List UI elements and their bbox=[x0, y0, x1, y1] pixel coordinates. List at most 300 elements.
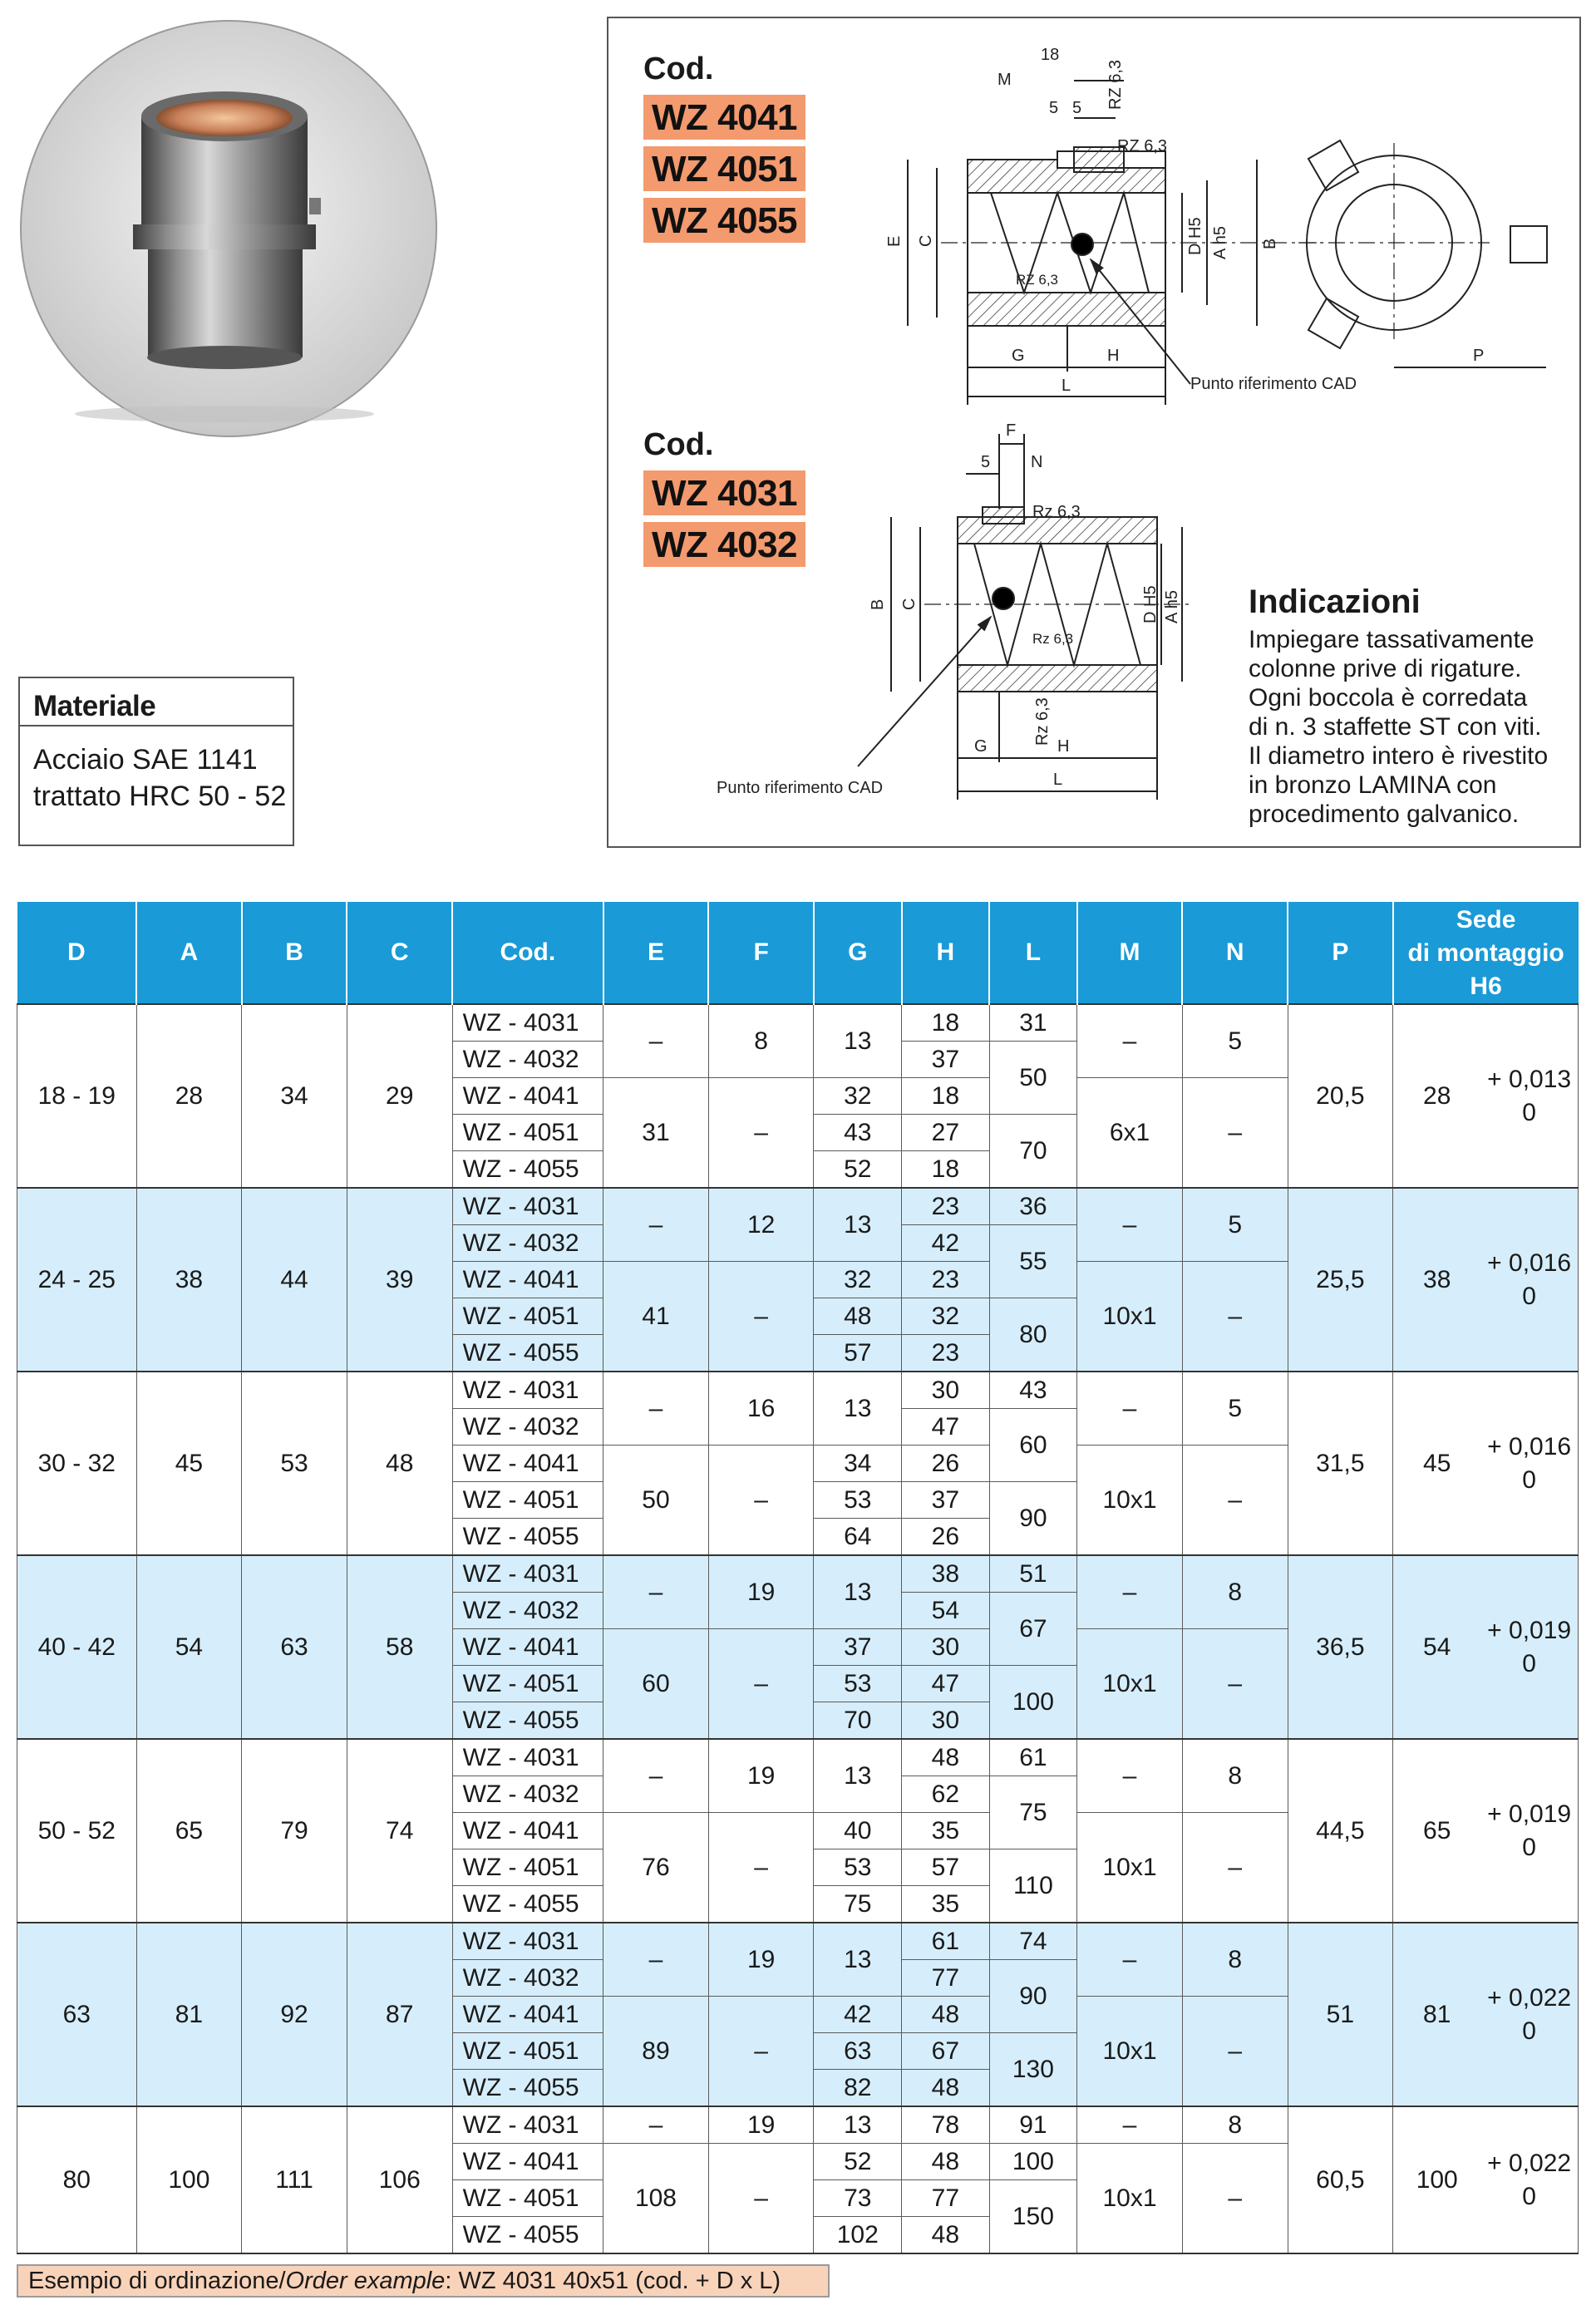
cell-H: 35 bbox=[902, 1886, 990, 1923]
cell-F: 19 bbox=[708, 1923, 814, 1997]
cell-G: 102 bbox=[814, 2217, 902, 2254]
dim-P: P bbox=[1473, 347, 1485, 365]
cell-G: 43 bbox=[814, 1115, 902, 1151]
dim-A-h5-bottom: A h5 bbox=[1163, 589, 1181, 623]
cell-H: 62 bbox=[902, 1776, 990, 1813]
cod-label-bottom: Cod. bbox=[643, 427, 714, 462]
tolerance-zero: 0 bbox=[1522, 1833, 1536, 1861]
cell-H: 30 bbox=[902, 1372, 990, 1409]
cell-F: 19 bbox=[708, 1555, 814, 1629]
cell-A: 81 bbox=[136, 1923, 242, 2106]
dim-C-top: C bbox=[917, 234, 935, 247]
cell-P: 36,5 bbox=[1288, 1555, 1393, 1739]
cell-G: 13 bbox=[814, 1372, 902, 1446]
table-row bbox=[17, 1188, 1579, 1225]
cell-H: 26 bbox=[902, 1446, 990, 1482]
cell-D: 18 - 19 bbox=[17, 1004, 137, 1188]
code-tag-wz4051: WZ 4051 bbox=[643, 146, 805, 191]
tolerance-plus: + 0,013 bbox=[1487, 1065, 1572, 1093]
cell-E: 76 bbox=[603, 1813, 709, 1923]
cell-code: WZ - 4041 bbox=[452, 1813, 603, 1849]
cell-code: WZ - 4032 bbox=[452, 1225, 603, 1262]
cell-H: 32 bbox=[902, 1298, 990, 1335]
header-N: N bbox=[1182, 902, 1288, 1004]
order-prefix: Esempio di ordinazione/ bbox=[28, 2268, 286, 2294]
indicazioni-line: Impiegare tassativamente bbox=[1249, 626, 1534, 653]
tolerance-plus: + 0,022 bbox=[1487, 1983, 1572, 2012]
cell-G: 53 bbox=[814, 1849, 902, 1886]
material-box bbox=[18, 677, 294, 846]
cell-N: – bbox=[1182, 1262, 1288, 1372]
cell-code: WZ - 4031 bbox=[452, 1004, 603, 1042]
cell-H: 38 bbox=[902, 1555, 990, 1593]
dim-B-bottom: B bbox=[869, 598, 887, 610]
indicazioni-body bbox=[1249, 625, 1573, 829]
cell-G: 53 bbox=[814, 1482, 902, 1519]
dim-rz-top: RZ 6,3 bbox=[1117, 137, 1168, 155]
cell-H: 18 bbox=[902, 1151, 990, 1189]
cell-tolerance bbox=[1480, 1739, 1578, 1923]
cell-sede: 45 bbox=[1393, 1372, 1481, 1555]
cell-M: 10x1 bbox=[1077, 1997, 1183, 2107]
cad-ref-bottom: Punto riferimento CAD bbox=[717, 779, 884, 797]
tolerance-plus: + 0,016 bbox=[1487, 1432, 1572, 1460]
cell-G: 13 bbox=[814, 1923, 902, 1997]
tolerance-zero: 0 bbox=[1522, 1282, 1536, 1310]
header-C: C bbox=[347, 902, 452, 1004]
cell-M: – bbox=[1077, 1004, 1183, 1078]
cell-G: 37 bbox=[814, 1629, 902, 1666]
cell-code: WZ - 4051 bbox=[452, 2033, 603, 2070]
indicazioni-title: Indicazioni bbox=[1249, 584, 1421, 620]
cell-A: 100 bbox=[136, 2106, 242, 2253]
cell-code: WZ - 4055 bbox=[452, 1886, 603, 1923]
cell-code: WZ - 4055 bbox=[452, 2070, 603, 2107]
dim-C-bottom: C bbox=[900, 598, 919, 610]
cell-N: 8 bbox=[1182, 2106, 1288, 2144]
cell-code: WZ - 4051 bbox=[452, 1482, 603, 1519]
cell-C: 58 bbox=[347, 1555, 452, 1739]
cell-E: 41 bbox=[603, 1262, 709, 1372]
cell-code: WZ - 4041 bbox=[452, 2144, 603, 2180]
cell-H: 78 bbox=[902, 2106, 990, 2144]
table-row bbox=[17, 1372, 1579, 1409]
cell-L: 51 bbox=[989, 1555, 1077, 1593]
cell-A: 54 bbox=[136, 1555, 242, 1739]
cell-P: 51 bbox=[1288, 1923, 1393, 2106]
cell-E: 60 bbox=[603, 1629, 709, 1740]
cell-B: 34 bbox=[242, 1004, 347, 1188]
dim-M: M bbox=[998, 71, 1012, 89]
table-header-row bbox=[17, 902, 1579, 1004]
technical-drawing-panel bbox=[607, 17, 1581, 848]
order-rest: : WZ 4031 40x51 (cod. + D x L) bbox=[445, 2268, 781, 2294]
cell-G: 82 bbox=[814, 2070, 902, 2107]
cell-H: 30 bbox=[902, 1702, 990, 1740]
cell-H: 18 bbox=[902, 1078, 990, 1115]
tolerance-plus: + 0,019 bbox=[1487, 1800, 1572, 1828]
cell-L: 36 bbox=[989, 1188, 1077, 1225]
material-line-1: Acciaio SAE 1141 bbox=[33, 744, 258, 776]
cell-E: 89 bbox=[603, 1997, 709, 2107]
table-group bbox=[17, 1923, 1579, 2106]
cell-H: 42 bbox=[902, 1225, 990, 1262]
order-italic: Order example bbox=[285, 2268, 446, 2294]
indicazioni-line: colonne prive di rigature. bbox=[1249, 655, 1522, 682]
cell-L: 67 bbox=[989, 1593, 1077, 1666]
dim-rz-top-bottom: Rz 6,3 bbox=[1032, 503, 1081, 521]
cell-G: 57 bbox=[814, 1335, 902, 1372]
cell-B: 111 bbox=[242, 2106, 347, 2253]
cell-M: 10x1 bbox=[1077, 1446, 1183, 1556]
cell-code: WZ - 4051 bbox=[452, 1115, 603, 1151]
header-B: B bbox=[242, 902, 347, 1004]
cell-L: 110 bbox=[989, 1849, 1077, 1923]
cell-C: 39 bbox=[347, 1188, 452, 1372]
cell-H: 77 bbox=[902, 1960, 990, 1997]
cell-L: 31 bbox=[989, 1004, 1077, 1042]
cell-H: 54 bbox=[902, 1593, 990, 1629]
cell-N: – bbox=[1182, 1997, 1288, 2107]
cell-sede: 28 bbox=[1393, 1004, 1481, 1188]
cell-N: 8 bbox=[1182, 1739, 1288, 1813]
cell-N: – bbox=[1182, 1078, 1288, 1189]
code-tag-wz4041: WZ 4041 bbox=[643, 95, 805, 140]
table-group bbox=[17, 1004, 1579, 1188]
cell-N: – bbox=[1182, 1813, 1288, 1923]
cell-E: – bbox=[603, 1372, 709, 1446]
cell-code: WZ - 4041 bbox=[452, 1629, 603, 1666]
cell-N: – bbox=[1182, 1446, 1288, 1556]
table-row bbox=[17, 2106, 1579, 2144]
cell-M: – bbox=[1077, 1923, 1183, 1997]
cell-B: 63 bbox=[242, 1555, 347, 1739]
tolerance-plus: + 0,019 bbox=[1487, 1616, 1572, 1644]
cell-L: 91 bbox=[989, 2106, 1077, 2144]
indicazioni-line: di n. 3 staffette ST con viti. bbox=[1249, 713, 1542, 741]
tolerance-plus: + 0,022 bbox=[1487, 2149, 1572, 2177]
table-group bbox=[17, 2106, 1579, 2253]
cell-C: 87 bbox=[347, 1923, 452, 2106]
cell-L: 75 bbox=[989, 1776, 1077, 1849]
cell-code: WZ - 4032 bbox=[452, 1960, 603, 1997]
cod-label-top: Cod. bbox=[643, 52, 714, 86]
dim-A-h5-top: A h5 bbox=[1211, 225, 1229, 259]
dim-B-top: B bbox=[1261, 238, 1279, 249]
indicazioni-line: Ogni boccola è corredata bbox=[1249, 684, 1528, 712]
cell-sede: 81 bbox=[1393, 1923, 1481, 2106]
cell-E: – bbox=[603, 1555, 709, 1629]
table-group bbox=[17, 1739, 1579, 1923]
cell-H: 27 bbox=[902, 1115, 990, 1151]
cell-M: – bbox=[1077, 1555, 1183, 1629]
cell-E: 31 bbox=[603, 1078, 709, 1189]
cell-G: 70 bbox=[814, 1702, 902, 1740]
cell-A: 38 bbox=[136, 1188, 242, 1372]
cell-L: 61 bbox=[989, 1739, 1077, 1776]
indicazioni-line: procedimento galvanico. bbox=[1249, 800, 1520, 828]
dim-18: 18 bbox=[1041, 46, 1060, 64]
cell-N: 5 bbox=[1182, 1004, 1288, 1078]
cell-E: – bbox=[603, 1188, 709, 1262]
cell-G: 34 bbox=[814, 1446, 902, 1482]
cell-F: 12 bbox=[708, 1188, 814, 1262]
header-H: H bbox=[902, 902, 990, 1004]
cell-F: 19 bbox=[708, 1739, 814, 1813]
cell-F: – bbox=[708, 1262, 814, 1372]
cell-code: WZ - 4031 bbox=[452, 1372, 603, 1409]
cell-code: WZ - 4041 bbox=[452, 1262, 603, 1298]
cell-E: 50 bbox=[603, 1446, 709, 1556]
cell-tolerance bbox=[1480, 1372, 1578, 1555]
cell-code: WZ - 4051 bbox=[452, 1849, 603, 1886]
cell-H: 26 bbox=[902, 1519, 990, 1556]
cell-D: 30 - 32 bbox=[17, 1372, 137, 1555]
dim-L-top: L bbox=[1062, 377, 1071, 395]
cell-G: 13 bbox=[814, 1188, 902, 1262]
cell-P: 20,5 bbox=[1288, 1004, 1393, 1188]
dim-H-top: H bbox=[1107, 347, 1120, 365]
cell-tolerance bbox=[1480, 1188, 1578, 1372]
dim-E: E bbox=[885, 235, 904, 247]
cell-P: 25,5 bbox=[1288, 1188, 1393, 1372]
cell-G: 13 bbox=[814, 1739, 902, 1813]
cell-H: 35 bbox=[902, 1813, 990, 1849]
dim-D-H5-top: D H5 bbox=[1186, 217, 1204, 255]
cell-L: 70 bbox=[989, 1115, 1077, 1189]
cell-D: 24 - 25 bbox=[17, 1188, 137, 1372]
table-group bbox=[17, 1372, 1579, 1555]
cell-H: 23 bbox=[902, 1188, 990, 1225]
table-row bbox=[17, 1004, 1579, 1042]
tolerance-zero: 0 bbox=[1522, 1649, 1536, 1677]
tolerance-plus: + 0,016 bbox=[1487, 1249, 1572, 1277]
tolerance-zero: 0 bbox=[1522, 2017, 1536, 2045]
cell-B: 92 bbox=[242, 1923, 347, 2106]
cell-H: 23 bbox=[902, 1335, 990, 1372]
cell-tolerance bbox=[1480, 1923, 1578, 2106]
cell-sede: 65 bbox=[1393, 1739, 1481, 1923]
cell-D: 80 bbox=[17, 2106, 137, 2253]
cell-tolerance bbox=[1480, 2106, 1578, 2253]
header-M: M bbox=[1077, 902, 1183, 1004]
cell-M: – bbox=[1077, 2106, 1183, 2144]
tolerance-zero: 0 bbox=[1522, 1098, 1536, 1126]
cell-N: 5 bbox=[1182, 1188, 1288, 1262]
cell-L: 74 bbox=[989, 1923, 1077, 1960]
material-line-2: trattato HRC 50 - 52 bbox=[33, 781, 287, 812]
cell-A: 45 bbox=[136, 1372, 242, 1555]
cell-code: WZ - 4032 bbox=[452, 1593, 603, 1629]
cell-H: 61 bbox=[902, 1923, 990, 1960]
cell-L: 80 bbox=[989, 1298, 1077, 1372]
cell-L: 50 bbox=[989, 1042, 1077, 1115]
cell-code: WZ - 4031 bbox=[452, 1923, 603, 1960]
cell-code: WZ - 4031 bbox=[452, 1739, 603, 1776]
cell-G: 13 bbox=[814, 2106, 902, 2144]
dim-L-bottom: L bbox=[1053, 771, 1063, 789]
cell-code: WZ - 4055 bbox=[452, 1335, 603, 1372]
table-row bbox=[17, 1923, 1579, 1960]
cell-E: – bbox=[603, 2106, 709, 2144]
header-sede bbox=[1393, 902, 1579, 1004]
cell-G: 75 bbox=[814, 1886, 902, 1923]
cell-L: 43 bbox=[989, 1372, 1077, 1409]
header-sede-line1: Sede bbox=[1456, 906, 1516, 933]
cell-M: 10x1 bbox=[1077, 2144, 1183, 2254]
dim-H-bottom: H bbox=[1057, 737, 1070, 756]
cell-code: WZ - 4032 bbox=[452, 1042, 603, 1078]
cell-D: 50 - 52 bbox=[17, 1739, 137, 1923]
tolerance-zero: 0 bbox=[1522, 1465, 1536, 1494]
header-A: A bbox=[136, 902, 242, 1004]
cell-G: 52 bbox=[814, 2144, 902, 2180]
cell-H: 47 bbox=[902, 1409, 990, 1446]
cell-G: 64 bbox=[814, 1519, 902, 1556]
dim-rz-inner-bottom: Rz 6,3 bbox=[1032, 631, 1074, 647]
product-photo bbox=[17, 17, 441, 441]
header-F: F bbox=[708, 902, 814, 1004]
cell-L: 90 bbox=[989, 1482, 1077, 1556]
cell-H: 67 bbox=[902, 2033, 990, 2070]
cell-A: 65 bbox=[136, 1739, 242, 1923]
material-heading: Materiale bbox=[20, 678, 293, 726]
cell-code: WZ - 4055 bbox=[452, 1519, 603, 1556]
cell-code: WZ - 4055 bbox=[452, 2217, 603, 2254]
cell-M: – bbox=[1077, 1739, 1183, 1813]
cell-L: 55 bbox=[989, 1225, 1077, 1298]
cell-G: 48 bbox=[814, 1298, 902, 1335]
tolerance-zero: 0 bbox=[1522, 2182, 1536, 2210]
cell-E: – bbox=[603, 1004, 709, 1078]
cell-G: 53 bbox=[814, 1666, 902, 1702]
cell-P: 60,5 bbox=[1288, 2106, 1393, 2253]
cell-H: 48 bbox=[902, 2217, 990, 2254]
indicazioni-line: Il diametro intero è rivestito bbox=[1249, 742, 1549, 770]
cell-F: 19 bbox=[708, 2106, 814, 2144]
cell-code: WZ - 4051 bbox=[452, 1666, 603, 1702]
cell-code: WZ - 4051 bbox=[452, 1298, 603, 1335]
dim-G-bottom: G bbox=[974, 737, 988, 756]
cell-G: 52 bbox=[814, 1151, 902, 1189]
cell-code: WZ - 4055 bbox=[452, 1151, 603, 1189]
cell-G: 42 bbox=[814, 1997, 902, 2033]
cell-code: WZ - 4031 bbox=[452, 1555, 603, 1593]
cell-sede: 54 bbox=[1393, 1555, 1481, 1739]
cell-sede: 100 bbox=[1393, 2106, 1481, 2253]
cell-H: 48 bbox=[902, 1997, 990, 2033]
cell-code: WZ - 4041 bbox=[452, 1446, 603, 1482]
header-G: G bbox=[814, 902, 902, 1004]
cell-code: WZ - 4051 bbox=[452, 2180, 603, 2217]
cell-M: 6x1 bbox=[1077, 1078, 1183, 1189]
table-group bbox=[17, 1555, 1579, 1739]
header-L: L bbox=[989, 902, 1077, 1004]
cell-E: – bbox=[603, 1923, 709, 1997]
cell-D: 40 - 42 bbox=[17, 1555, 137, 1739]
cell-tolerance bbox=[1480, 1555, 1578, 1739]
header-sede-line2: di montaggio H6 bbox=[1407, 939, 1564, 1000]
dim-N: N bbox=[1031, 453, 1043, 471]
cell-M: – bbox=[1077, 1372, 1183, 1446]
cell-L: 90 bbox=[989, 1960, 1077, 2033]
cell-F: – bbox=[708, 1446, 814, 1556]
cell-M: 10x1 bbox=[1077, 1262, 1183, 1372]
cell-G: 32 bbox=[814, 1078, 902, 1115]
cad-ref-top: Punto riferimento CAD bbox=[1190, 375, 1357, 393]
cell-E: – bbox=[603, 1739, 709, 1813]
cell-P: 44,5 bbox=[1288, 1739, 1393, 1923]
cell-F: 8 bbox=[708, 1004, 814, 1078]
cell-H: 37 bbox=[902, 1482, 990, 1519]
cell-H: 18 bbox=[902, 1004, 990, 1042]
cell-M: 10x1 bbox=[1077, 1813, 1183, 1923]
cell-H: 57 bbox=[902, 1849, 990, 1886]
cell-F: 16 bbox=[708, 1372, 814, 1446]
cell-B: 79 bbox=[242, 1739, 347, 1923]
code-tag-wz4031: WZ 4031 bbox=[643, 470, 805, 515]
cell-B: 53 bbox=[242, 1372, 347, 1555]
dim-rz-inner-top: RZ 6,3 bbox=[1016, 272, 1059, 288]
cell-G: 40 bbox=[814, 1813, 902, 1849]
cell-E: 108 bbox=[603, 2144, 709, 2254]
cell-G: 63 bbox=[814, 2033, 902, 2070]
dim-rz-vert-bottom: Rz 6,3 bbox=[1033, 697, 1052, 746]
cell-C: 48 bbox=[347, 1372, 452, 1555]
cell-sede: 38 bbox=[1393, 1188, 1481, 1372]
cell-P: 31,5 bbox=[1288, 1372, 1393, 1555]
cell-H: 48 bbox=[902, 2070, 990, 2107]
code-tag-wz4032: WZ 4032 bbox=[643, 522, 805, 567]
cell-G: 13 bbox=[814, 1004, 902, 1078]
cell-F: – bbox=[708, 1629, 814, 1740]
cell-N: 5 bbox=[1182, 1372, 1288, 1446]
cell-code: WZ - 4031 bbox=[452, 2106, 603, 2144]
cell-L: 100 bbox=[989, 2144, 1077, 2180]
cell-L: 150 bbox=[989, 2180, 1077, 2254]
dim-F: F bbox=[1006, 421, 1017, 440]
dim-G-top: G bbox=[1012, 347, 1025, 365]
cell-H: 77 bbox=[902, 2180, 990, 2217]
cell-H: 48 bbox=[902, 2144, 990, 2180]
cell-H: 48 bbox=[902, 1739, 990, 1776]
cell-G: 73 bbox=[814, 2180, 902, 2217]
dim-5a: 5 bbox=[1049, 99, 1059, 117]
cell-G: 32 bbox=[814, 1262, 902, 1298]
cell-code: WZ - 4032 bbox=[452, 1776, 603, 1813]
cell-M: 10x1 bbox=[1077, 1629, 1183, 1740]
dim-rz-vert-top: RZ 6,3 bbox=[1106, 59, 1125, 110]
cell-A: 28 bbox=[136, 1004, 242, 1188]
cell-code: WZ - 4041 bbox=[452, 1078, 603, 1115]
cell-code: WZ - 4032 bbox=[452, 1409, 603, 1446]
cell-L: 60 bbox=[989, 1409, 1077, 1482]
cell-N: 8 bbox=[1182, 1555, 1288, 1629]
spec-table bbox=[17, 902, 1579, 2254]
cell-N: – bbox=[1182, 2144, 1288, 2254]
cell-H: 23 bbox=[902, 1262, 990, 1298]
cell-B: 44 bbox=[242, 1188, 347, 1372]
cell-F: – bbox=[708, 2144, 814, 2254]
cell-D: 63 bbox=[17, 1923, 137, 2106]
drawing-bottom bbox=[858, 434, 1190, 800]
cell-code: WZ - 4041 bbox=[452, 1997, 603, 2033]
cell-F: – bbox=[708, 1078, 814, 1189]
code-tag-wz4055: WZ 4055 bbox=[643, 198, 805, 243]
cell-L: 130 bbox=[989, 2033, 1077, 2107]
cell-F: – bbox=[708, 1813, 814, 1923]
cell-F: – bbox=[708, 1997, 814, 2107]
